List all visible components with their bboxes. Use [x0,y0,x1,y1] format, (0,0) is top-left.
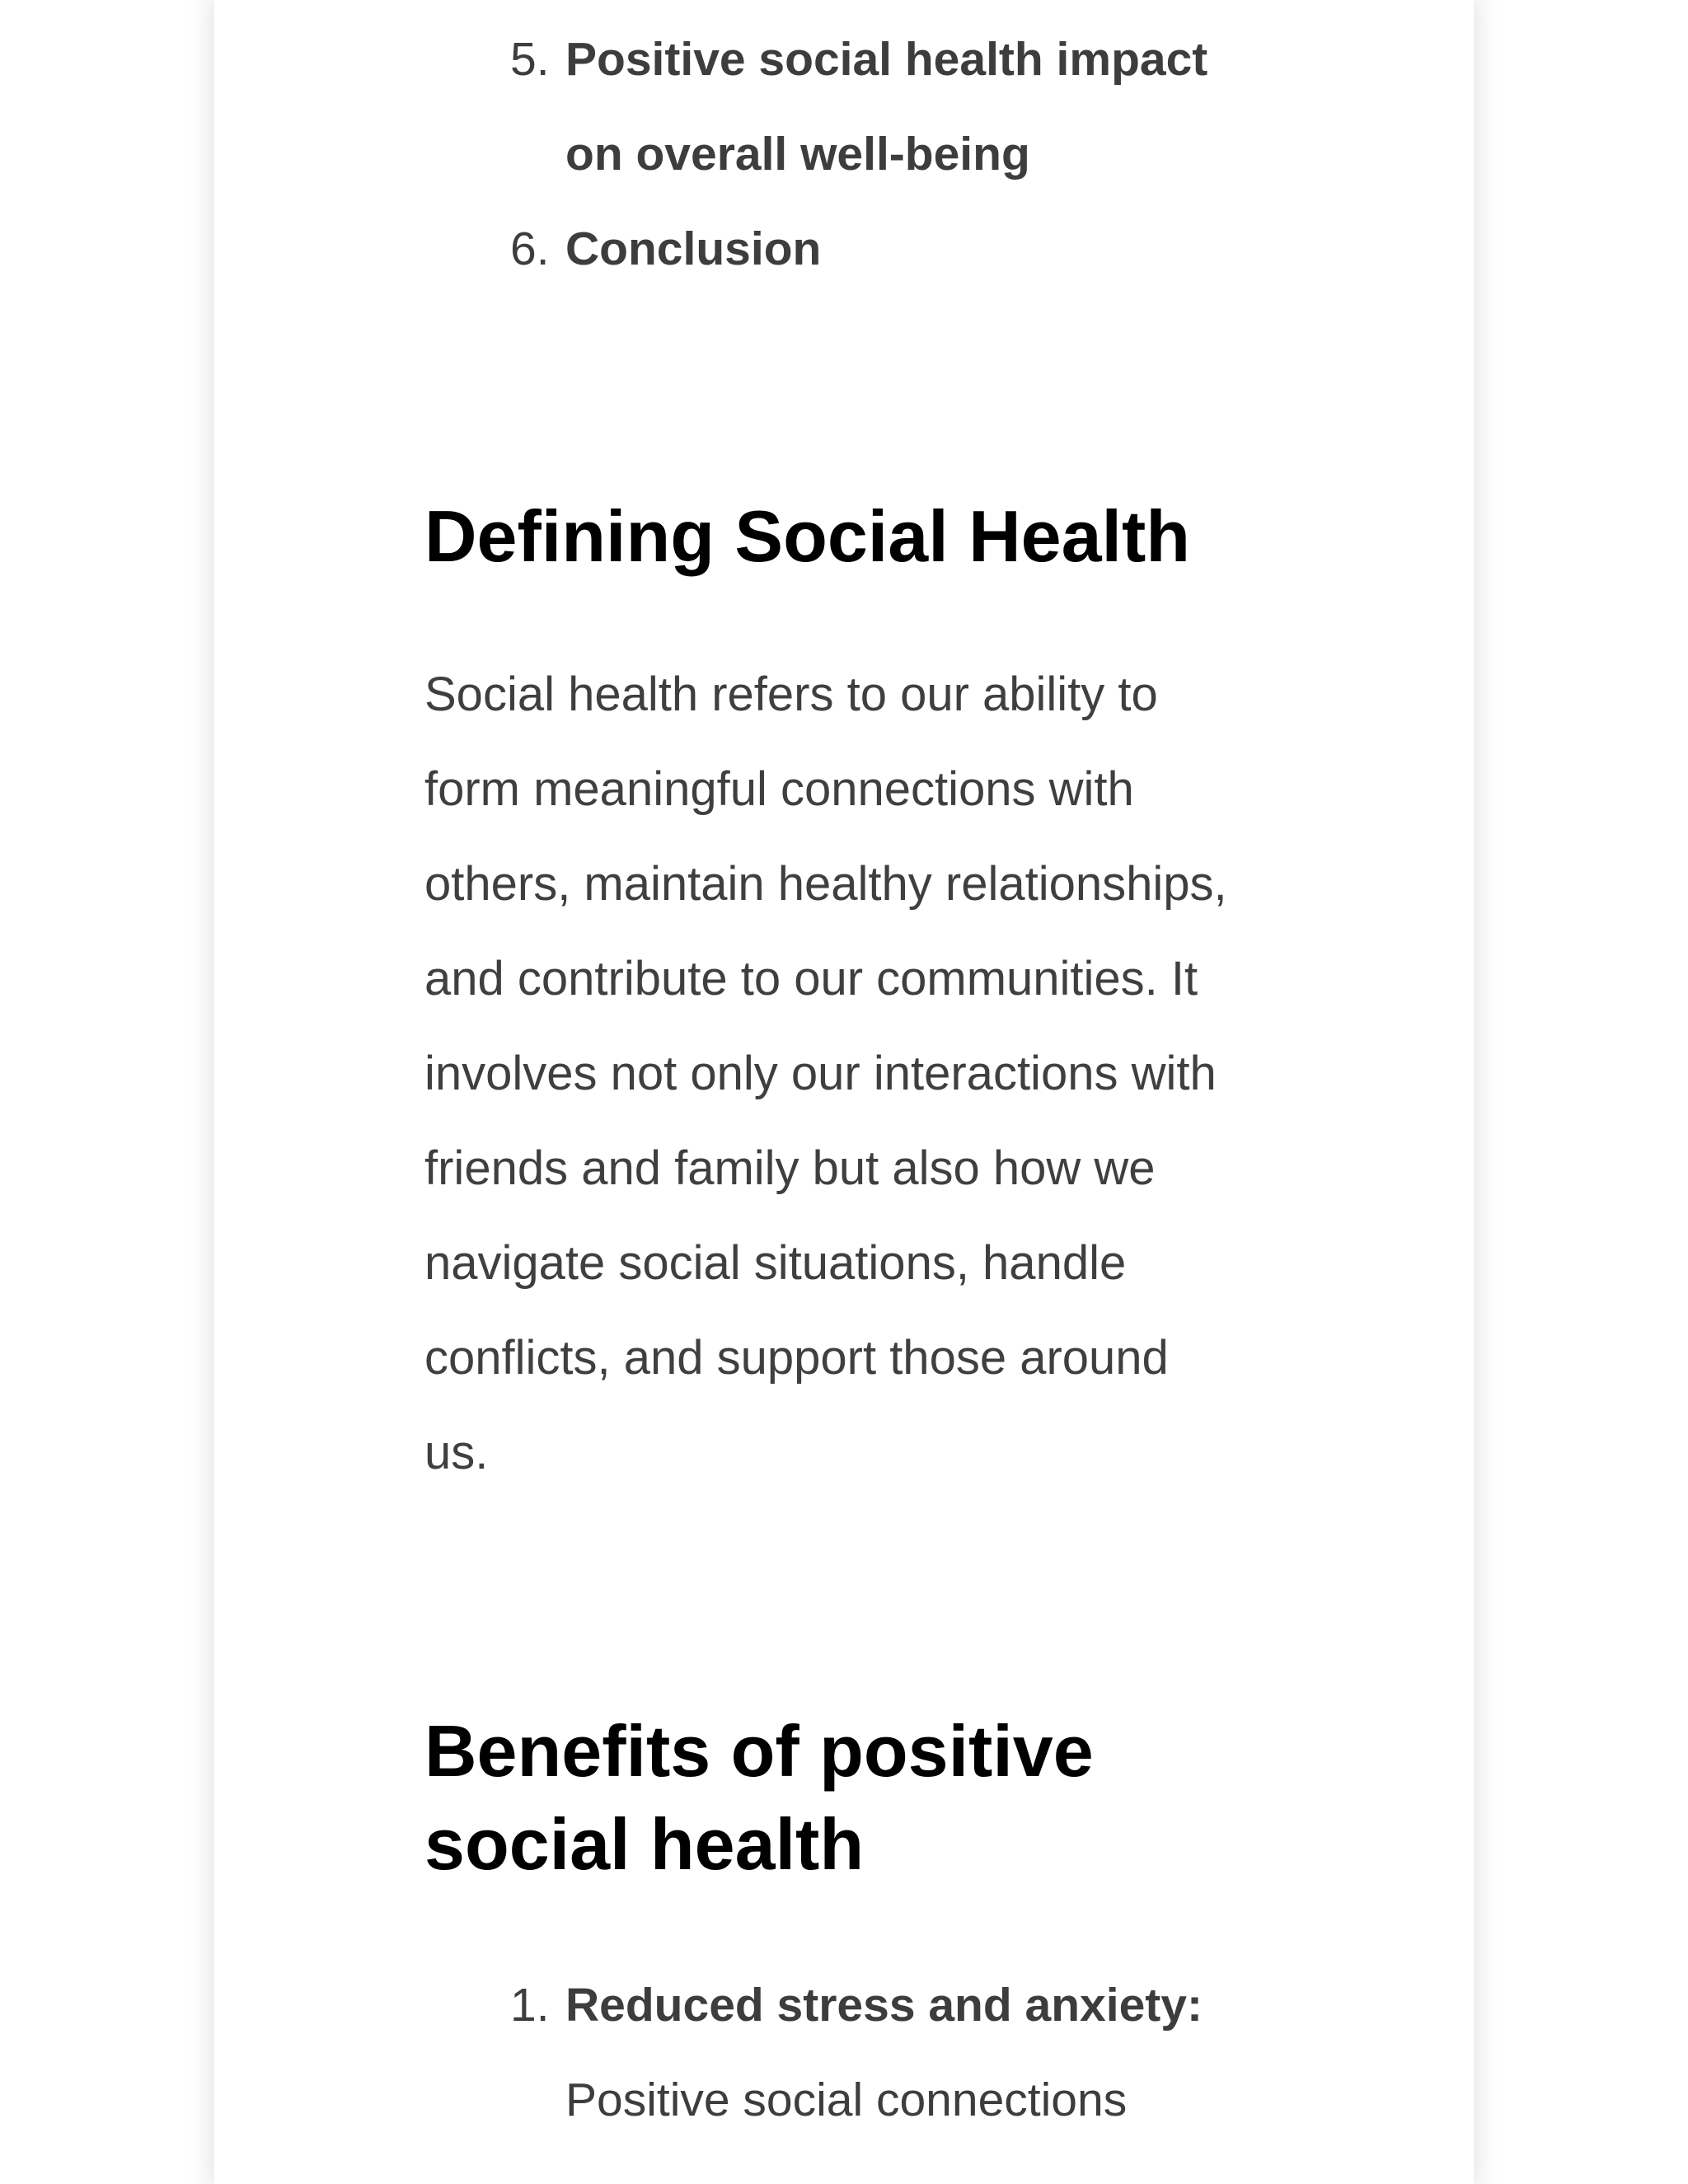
table-of-contents [424,12,1265,297]
paragraph-line: us. [424,1426,489,1479]
paragraph-line: friends and family but also how we [424,1141,1156,1195]
paragraph-line: Social health refers to our ability to [424,668,1158,721]
paragraph-line: navigate social situations, handle [424,1236,1127,1290]
toc-item[interactable] [424,202,1265,297]
list-item-text: Positive social connections [565,2074,1128,2126]
list-item-lead: Reduced stress and anxiety: [565,1979,1203,2032]
toc-item-number: 6. [510,223,550,275]
paragraph-line: form meaningful connections with [424,762,1134,816]
toc-item-label-line: Conclusion [565,223,822,275]
toc-item[interactable] [424,12,1265,202]
section-heading-defining: Defining Social Health [424,495,1191,577]
toc-item-label-line: Positive social health impact [565,33,1208,86]
paragraph-line: involves not only our interactions with [424,1047,1217,1100]
benefits-list [424,1958,1265,2148]
heading-line: Benefits of positive [424,1710,1094,1792]
defining-paragraph [424,647,1265,1500]
heading-line: social health [424,1803,865,1885]
list-item-number: 1. [510,1979,550,2032]
toc-item-label [565,202,1274,297]
paragraph-line: conflicts, and support those around [424,1331,1169,1385]
toc-item-number: 5. [510,33,550,86]
toc-item-label [565,12,1274,202]
paragraph-line: others, maintain healthy relationships, [424,857,1227,911]
paragraph-line: and contribute to our communities. It [424,952,1198,1005]
document-page [214,0,1474,2184]
toc-item-label-line: on overall well-being [565,128,1030,180]
list-item [424,1958,1265,2148]
section-heading-benefits [424,1704,1265,1891]
